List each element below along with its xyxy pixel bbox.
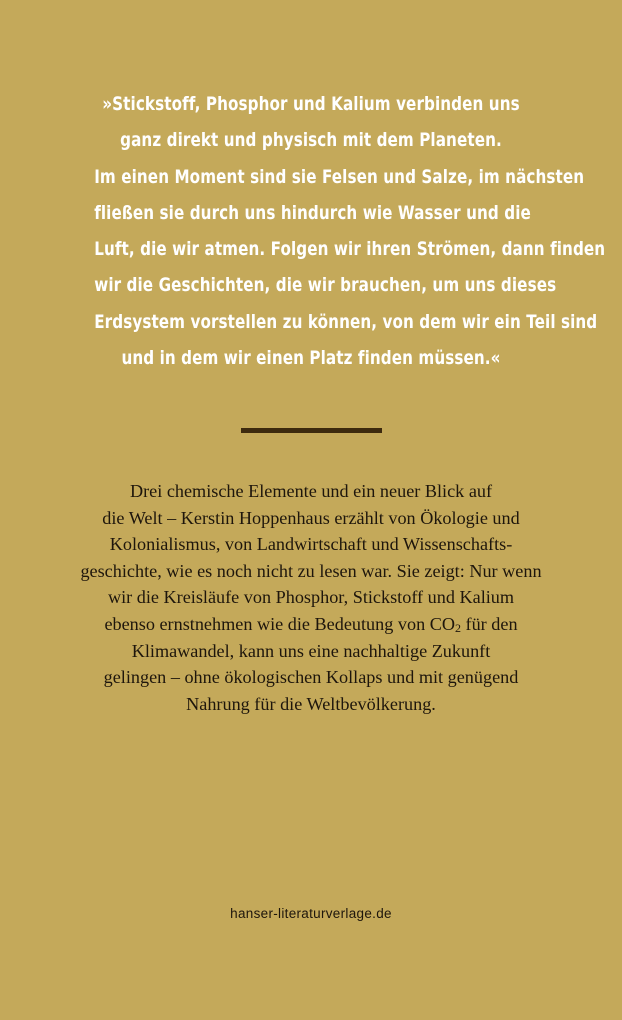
blurb-line (40, 611, 582, 638)
blurb-line: geschichte, wie es noch nicht zu lesen war. Sie zeigt: Nur wenn (80, 560, 542, 581)
blurb-line: Drei chemische Elemente und ein neuer Blick auf (129, 481, 493, 501)
blurb-line: Klimawandel, kann uns eine nachhaltige Zukunft (131, 640, 491, 661)
pull-quote (40, 86, 606, 376)
publisher-url: hanser-literaturverlage.de (230, 906, 392, 921)
quote-line: und in dem wir einen Platz finden müssen.« (121, 347, 501, 370)
quote-line: ganz direkt und physisch mit dem Planeten. (120, 129, 502, 152)
blurb-text: ebenso ernstnehmen wie die Bedeutung von CO (104, 613, 455, 634)
blurb-line: wir die Kreisläufe von Phosphor, Stickstoff und Kalium (107, 587, 515, 608)
blurb-line: die Welt – Kerstin Hoppenhaus erzählt von Ökologie und (102, 507, 520, 528)
co2-subscript: 2 (454, 620, 461, 635)
quote-line: Erdsystem vorstellen zu können, von dem wir ein Teil sind (94, 310, 598, 333)
blurb-line: Nahrung für die Weltbevölkerung. (186, 693, 436, 714)
blurb-text: für den (460, 613, 518, 634)
quote-line: Luft, die wir atmen. Folgen wir ihren Strömen, dann finden (94, 238, 606, 261)
quote-line: fließen sie durch uns hindurch wie Wasser und die (94, 201, 531, 224)
blurb-line: Kolonialismus, von Landwirtschaft und Wissenschafts- (109, 534, 513, 555)
quote-line: Im einen Moment sind sie Felsen und Salze, im nächsten (94, 165, 585, 188)
divider-rule (241, 428, 382, 433)
quote-line: wir die Geschichten, die wir brauchen, um uns dieses (94, 274, 557, 297)
blurb-line: gelingen – ohne ökologischen Kollaps und mit genügend (103, 667, 519, 688)
book-blurb (40, 478, 582, 717)
quote-line: »Stickstoff, Phosphor und Kalium verbinden uns (102, 93, 520, 115)
